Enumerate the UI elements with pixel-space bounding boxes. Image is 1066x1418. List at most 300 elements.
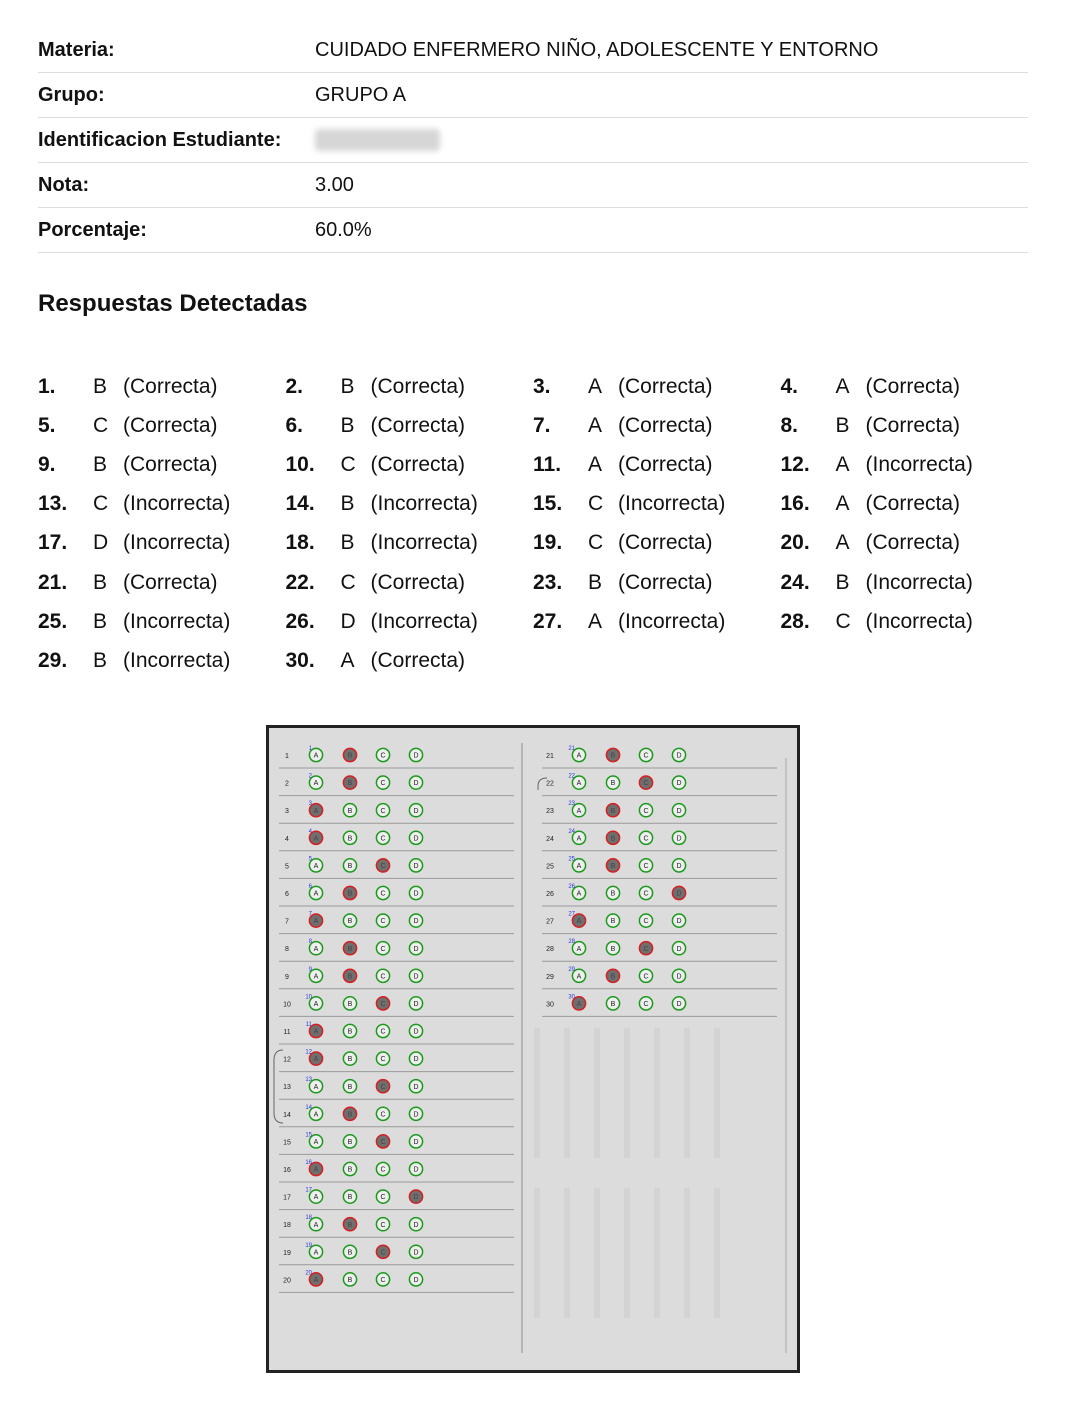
row-number: 22 xyxy=(546,780,554,788)
row-number: 25 xyxy=(546,863,554,871)
bubble-letter: C xyxy=(380,890,386,898)
answer-status: (Incorrecta) xyxy=(123,492,231,516)
bubble-letter: B xyxy=(610,1001,616,1008)
bubble-letter: C xyxy=(643,890,649,898)
detected-tag: 28 xyxy=(568,939,575,946)
bubble-letter: B xyxy=(347,780,353,788)
bubble-letter: B xyxy=(347,1111,353,1119)
bubble-letter: B xyxy=(610,863,616,870)
bubble-letter: A xyxy=(313,973,319,981)
bubble-letter: C xyxy=(380,918,386,926)
row-number: 20 xyxy=(283,1277,291,1285)
bubble-letter: A xyxy=(576,1001,582,1008)
bubble-letter: C xyxy=(643,918,649,926)
bubble-letter: A xyxy=(576,835,582,843)
bubble-letter: C xyxy=(380,1056,386,1064)
bleed-through-mark xyxy=(624,1188,630,1318)
bubble-letter: D xyxy=(676,752,682,760)
answer-status: (Correcta) xyxy=(123,452,218,476)
bubble-letter: C xyxy=(380,973,386,981)
answer-row xyxy=(38,641,1038,680)
bleed-through-mark xyxy=(624,1028,630,1158)
bubble-letter: D xyxy=(676,1001,682,1008)
answer-status: (Correcta) xyxy=(618,531,713,555)
bubble-letter: A xyxy=(313,835,319,843)
bubble-letter: C xyxy=(380,780,386,788)
answer-letter: C xyxy=(588,531,604,555)
answer-item xyxy=(781,453,1029,477)
bubble-letter: C xyxy=(643,807,649,815)
detected-tag: 12 xyxy=(305,1049,312,1056)
info-value: 60.0% xyxy=(315,218,372,241)
bubble-letter: C xyxy=(380,1083,386,1091)
bubble-letter: D xyxy=(676,780,682,788)
answer-item xyxy=(38,531,286,555)
bubble-letter: C xyxy=(643,835,649,843)
answer-item xyxy=(781,492,1029,516)
row-number: 15 xyxy=(283,1139,291,1147)
bubble-letter: C xyxy=(380,835,386,843)
answer-letter: A xyxy=(588,413,603,437)
answer-letter: D xyxy=(340,609,356,633)
answer-item xyxy=(38,492,286,516)
row-number: 19 xyxy=(283,1249,291,1257)
answer-number: 30. xyxy=(285,648,315,672)
answer-letter: B xyxy=(93,452,108,476)
answer-letter: A xyxy=(835,374,850,398)
info-label: Materia: xyxy=(38,38,115,61)
answer-item xyxy=(781,375,1029,399)
detected-tag: 15 xyxy=(305,1132,312,1139)
answer-item xyxy=(286,610,534,634)
bubble-letter: A xyxy=(313,1001,319,1008)
answer-number: 14. xyxy=(285,492,315,516)
info-label: Grupo: xyxy=(38,83,105,106)
detected-tag: 11 xyxy=(305,1022,312,1028)
bleed-through-mark xyxy=(684,1028,690,1158)
bubble-letter: B xyxy=(347,1249,353,1257)
answer-status: (Correcta) xyxy=(370,374,466,398)
row-number: 5 xyxy=(285,863,289,871)
bubble-letter: D xyxy=(676,890,682,898)
answer-item xyxy=(533,610,781,634)
answer-letter: B xyxy=(588,570,603,594)
answer-status: (Incorrecta) xyxy=(370,531,478,555)
bubble-letter: A xyxy=(313,1249,319,1257)
bubble-letter: A xyxy=(313,918,319,926)
bubble-letter: C xyxy=(643,1001,649,1008)
bubble-letter: C xyxy=(380,807,386,815)
answer-item xyxy=(286,453,534,477)
bubble-letter: A xyxy=(576,780,582,788)
answer-sheet-scan xyxy=(266,725,800,1373)
bleed-through-mark xyxy=(564,1188,570,1318)
bubble-letter: C xyxy=(380,752,386,760)
detected-tag: 26 xyxy=(568,884,575,890)
row-number: 16 xyxy=(283,1167,291,1174)
bubble-letter: B xyxy=(347,918,353,926)
answer-letter: B xyxy=(835,413,850,437)
answer-item xyxy=(781,414,1029,438)
detected-tag: 20 xyxy=(305,1270,312,1277)
answer-item xyxy=(533,414,781,438)
answer-row xyxy=(38,406,1038,445)
bubble-letter: C xyxy=(380,1277,386,1284)
answer-status: (Correcta) xyxy=(865,531,961,555)
row-number: 9 xyxy=(285,973,289,981)
answer-number: 17. xyxy=(38,531,68,555)
info-value: GRUPO A xyxy=(315,83,407,106)
detected-tag: 29 xyxy=(568,966,575,973)
answer-number: 23. xyxy=(533,570,563,594)
detected-tag: 8 xyxy=(308,939,312,946)
row-number: 26 xyxy=(546,891,554,898)
answer-item xyxy=(286,375,534,399)
answer-number: 2. xyxy=(285,374,304,398)
answer-number: 20. xyxy=(780,531,810,555)
bubble-letter: A xyxy=(313,1083,319,1091)
bubble-letter: C xyxy=(380,1249,386,1257)
bubble-letter: A xyxy=(576,890,582,898)
answer-item xyxy=(533,453,781,477)
bubble-letter: A xyxy=(313,945,319,953)
bubble-letter: D xyxy=(413,1277,419,1284)
bubble-letter: C xyxy=(380,1028,386,1036)
answer-item xyxy=(533,375,781,399)
bleed-through-mark xyxy=(714,1188,720,1318)
row-number: 3 xyxy=(285,808,289,816)
detected-tag: 27 xyxy=(568,911,575,918)
answer-number: 9. xyxy=(38,452,56,476)
answer-number: 3. xyxy=(533,374,551,398)
info-row-identificacion xyxy=(38,118,1028,163)
detected-tag: 18 xyxy=(305,1215,312,1222)
answer-letter: A xyxy=(588,374,603,398)
answer-status: (Incorrecta) xyxy=(618,609,726,633)
row-number: 18 xyxy=(283,1222,291,1230)
info-value: 3.00 xyxy=(315,173,354,196)
exam-info-table xyxy=(38,28,1028,253)
row-number: 7 xyxy=(285,918,289,926)
bubble-letter: B xyxy=(610,973,616,981)
bubble-letter: A xyxy=(313,1221,319,1229)
bubble-letter: D xyxy=(413,1166,419,1174)
bubble-letter: D xyxy=(413,918,419,926)
detected-tag: 17 xyxy=(305,1187,312,1194)
answer-number: 12. xyxy=(780,452,810,476)
bubble-letter: C xyxy=(643,973,649,981)
bubble-letter: B xyxy=(610,918,616,926)
bubble-letter: B xyxy=(347,1166,353,1174)
detected-tag: 23 xyxy=(568,801,575,808)
bubble-letter: B xyxy=(347,863,353,870)
bubble-letter: C xyxy=(380,945,386,953)
answer-status: (Correcta) xyxy=(865,374,961,398)
answer-letter: C xyxy=(340,452,356,476)
answer-number: 26. xyxy=(285,609,315,633)
row-number: 6 xyxy=(285,891,289,898)
answer-letter: A xyxy=(835,492,850,516)
bubble-letter: B xyxy=(347,1139,353,1146)
answer-status: (Incorrecta) xyxy=(370,609,478,633)
bubble-letter: A xyxy=(313,863,319,870)
bleed-through-mark xyxy=(714,1028,720,1158)
answer-item xyxy=(38,571,286,595)
answer-number: 24. xyxy=(780,570,810,594)
answer-letter: C xyxy=(588,492,604,516)
bubble-letter: D xyxy=(413,863,419,870)
bubble-letter: A xyxy=(313,1056,319,1064)
detected-tag: 2 xyxy=(308,773,312,780)
answer-item xyxy=(38,414,286,438)
bubble-letter: A xyxy=(313,807,319,815)
info-label: Nota: xyxy=(38,173,90,196)
detected-tag: 25 xyxy=(568,856,575,863)
answer-number: 21. xyxy=(38,570,68,594)
answer-letter: A xyxy=(588,609,603,633)
bubble-letter: D xyxy=(413,1056,419,1064)
info-row-grupo xyxy=(38,73,1028,118)
answer-letter: B xyxy=(340,492,355,516)
bubble-letter: D xyxy=(413,945,419,953)
bubble-letter: B xyxy=(347,973,353,981)
info-label: Identificacion Estudiante: xyxy=(38,128,282,151)
answer-status: (Correcta) xyxy=(370,452,466,476)
answer-status: (Correcta) xyxy=(865,492,961,516)
answer-status: (Correcta) xyxy=(370,413,466,437)
detected-tag: 30 xyxy=(568,994,575,1001)
answer-status: (Correcta) xyxy=(370,570,466,594)
row-number: 10 xyxy=(283,1001,291,1009)
answer-number: 1. xyxy=(38,374,56,398)
bubble-letter: D xyxy=(413,835,419,843)
bubble-letter: A xyxy=(313,1277,319,1284)
bubble-letter: C xyxy=(380,1001,386,1008)
row-number: 23 xyxy=(546,808,554,816)
row-number: 14 xyxy=(283,1111,291,1119)
row-number: 24 xyxy=(546,835,554,843)
bubble-letter: D xyxy=(413,1249,419,1257)
bubble-letter: D xyxy=(413,1221,419,1229)
answer-row xyxy=(38,563,1038,602)
answer-item xyxy=(533,492,781,516)
bubble-letter: A xyxy=(576,918,582,926)
answer-number: 13. xyxy=(38,492,68,516)
detected-tag: 13 xyxy=(305,1077,312,1084)
answer-number: 19. xyxy=(533,531,563,555)
section-title: Respuestas Detectadas xyxy=(38,290,308,317)
row-number: 29 xyxy=(546,973,554,981)
answer-item xyxy=(781,610,1029,634)
answer-item xyxy=(286,531,534,555)
bubble-letter: D xyxy=(413,973,419,981)
bubble-letter: B xyxy=(610,945,616,953)
bubble-letter: B xyxy=(610,835,616,843)
answer-letter: B xyxy=(340,413,355,437)
answer-number: 10. xyxy=(285,452,315,476)
bubble-letter: A xyxy=(576,752,582,760)
answer-status: (Incorrecta) xyxy=(865,570,973,594)
detected-tag: 7 xyxy=(308,911,312,918)
bubble-letter: B xyxy=(347,752,353,760)
answer-letter: C xyxy=(340,570,356,594)
answer-letter: B xyxy=(340,374,355,398)
answer-item xyxy=(38,649,286,673)
bleed-through-mark xyxy=(654,1028,660,1158)
detected-tag: 14 xyxy=(305,1104,312,1111)
answer-status: (Correcta) xyxy=(123,570,218,594)
info-label: Porcentaje: xyxy=(38,218,147,241)
bleed-through-mark xyxy=(534,1028,540,1158)
row-number: 13 xyxy=(283,1084,291,1092)
bubble-letter: A xyxy=(313,780,319,788)
bubble-letter: B xyxy=(610,780,616,788)
answer-status: (Correcta) xyxy=(123,413,218,437)
detected-tag: 21 xyxy=(568,746,575,752)
row-number: 21 xyxy=(546,753,554,760)
bubble-letter: D xyxy=(413,1139,419,1146)
bubble-letter: C xyxy=(643,863,649,870)
answer-letter: B xyxy=(93,609,108,633)
answer-item xyxy=(38,453,286,477)
answer-status: (Correcta) xyxy=(370,648,466,672)
detected-tag: 6 xyxy=(308,884,312,890)
answer-letter: A xyxy=(340,648,355,672)
answer-item xyxy=(286,571,534,595)
detected-tag: 16 xyxy=(305,1160,312,1166)
bubble-letter: B xyxy=(347,1028,353,1036)
answer-item xyxy=(38,375,286,399)
bubble-letter: D xyxy=(413,780,419,788)
info-value: CUIDADO ENFERMERO NIÑO, ADOLESCENTE Y ENTORNO xyxy=(315,38,879,61)
bleed-through-mark xyxy=(654,1188,660,1318)
bubble-letter: B xyxy=(347,1083,353,1091)
detected-tag: 3 xyxy=(308,801,312,808)
bubble-letter: D xyxy=(413,1001,419,1008)
answer-item xyxy=(781,531,1029,555)
bubble-letter: D xyxy=(413,807,419,815)
answer-item xyxy=(533,571,781,595)
answer-number: 18. xyxy=(285,531,315,555)
answer-status: (Correcta) xyxy=(865,413,961,437)
bubble-letter: B xyxy=(347,835,353,843)
answer-status: (Incorrecta) xyxy=(865,609,973,633)
answer-letter: A xyxy=(588,452,603,476)
bubble-letter: B xyxy=(610,890,616,898)
answer-letter: A xyxy=(835,531,850,555)
answer-row xyxy=(38,367,1038,406)
answer-row xyxy=(38,602,1038,641)
answer-status: (Correcta) xyxy=(123,374,218,398)
bubble-letter: B xyxy=(347,1221,353,1229)
bubble-letter: B xyxy=(347,1056,353,1064)
answer-letter: C xyxy=(93,492,109,516)
row-number: 4 xyxy=(285,835,289,843)
answer-number: 16. xyxy=(780,492,810,516)
info-value xyxy=(315,129,1028,152)
bubble-letter: D xyxy=(413,1194,419,1202)
answer-number: 6. xyxy=(285,413,304,437)
bubble-letter: C xyxy=(380,863,386,870)
bubble-letter: B xyxy=(347,945,353,953)
bubble-letter: D xyxy=(413,890,419,898)
bubble-letter: B xyxy=(347,1194,353,1202)
answer-number: 7. xyxy=(533,413,551,437)
bubble-letter: B xyxy=(347,807,353,815)
row-number: 30 xyxy=(546,1001,554,1009)
answer-letter: B xyxy=(93,374,108,398)
bubble-letter: D xyxy=(676,863,682,870)
bubble-letter: D xyxy=(413,1028,419,1036)
bleed-through-mark xyxy=(684,1188,690,1318)
detected-tag: 4 xyxy=(308,828,312,835)
answer-item xyxy=(533,531,781,555)
answer-number: 27. xyxy=(533,609,563,633)
bubble-letter: B xyxy=(347,1001,353,1008)
answer-status: (Incorrecta) xyxy=(370,492,478,516)
row-number: 28 xyxy=(546,946,554,954)
bubble-letter: A xyxy=(576,863,582,870)
answer-item xyxy=(781,571,1029,595)
answer-letter: B xyxy=(93,570,108,594)
detected-tag: 9 xyxy=(308,966,312,973)
answer-letter: B xyxy=(340,531,355,555)
bubble-letter: A xyxy=(576,945,582,953)
answer-status: (Correcta) xyxy=(618,570,713,594)
bubble-letter: D xyxy=(413,1111,419,1119)
bubble-letter: C xyxy=(643,752,649,760)
bubble-letter: A xyxy=(313,1111,319,1119)
answer-row xyxy=(38,445,1038,484)
detected-tag: 24 xyxy=(568,828,575,835)
answer-item xyxy=(286,414,534,438)
answer-status: (Correcta) xyxy=(618,374,713,398)
bubble-letter: C xyxy=(380,1166,386,1174)
answer-status: (Incorrecta) xyxy=(123,609,231,633)
answer-number: 11. xyxy=(533,452,562,476)
bubble-letter: A xyxy=(313,1166,319,1174)
answer-sheet-drawing xyxy=(269,728,797,1370)
bubble-letter: B xyxy=(347,1277,353,1284)
bubble-letter: D xyxy=(676,835,682,843)
bleed-through-mark xyxy=(594,1028,600,1158)
bubble-letter: B xyxy=(610,752,616,760)
bubble-letter: C xyxy=(380,1111,386,1119)
detected-tag: 10 xyxy=(305,994,312,1001)
answer-letter: A xyxy=(835,452,850,476)
row-number: 11 xyxy=(283,1029,291,1036)
bubble-letter: D xyxy=(676,807,682,815)
answer-status: (Incorrecta) xyxy=(123,531,231,555)
bubble-letter: D xyxy=(676,918,682,926)
bleed-through-mark xyxy=(534,1188,540,1318)
bubble-letter: D xyxy=(413,1083,419,1091)
answer-number: 29. xyxy=(38,648,68,672)
bubble-letter: C xyxy=(380,1139,386,1146)
bubble-letter: D xyxy=(676,945,682,953)
bubble-letter: B xyxy=(347,890,353,898)
answer-status: (Incorrecta) xyxy=(865,452,973,476)
answer-status: (Incorrecta) xyxy=(123,648,231,672)
answer-status: (Correcta) xyxy=(618,452,713,476)
bubble-letter: C xyxy=(380,1194,386,1202)
bubble-letter: A xyxy=(313,752,319,760)
bubble-letter: A xyxy=(576,973,582,981)
answer-letter: C xyxy=(835,609,851,633)
detected-tag: 5 xyxy=(308,856,312,863)
bubble-letter: C xyxy=(643,945,649,953)
bleed-through-mark xyxy=(594,1188,600,1318)
